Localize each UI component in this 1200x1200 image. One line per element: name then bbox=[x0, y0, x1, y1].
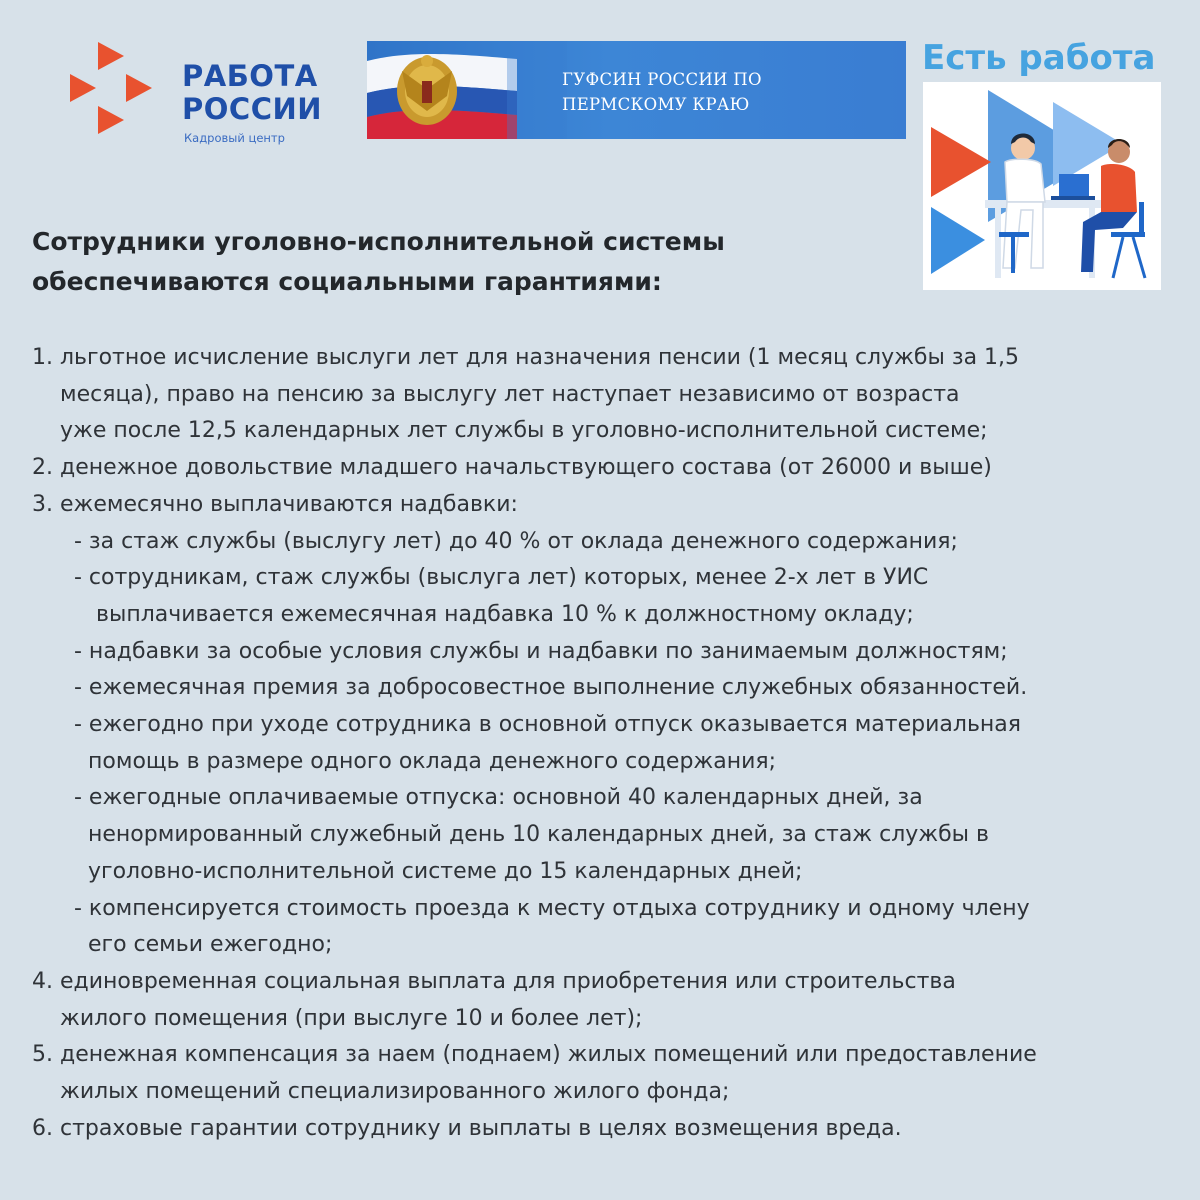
list-item: его семьи ежегодно; bbox=[88, 932, 333, 958]
list-item: 5. денежная компенсация за наем (поднаем) жилых помещений или предоставление bbox=[32, 1042, 1037, 1068]
banner-text: ГУФСИН РОССИИ ПО ПЕРМСКОМУ КРАЮ bbox=[562, 70, 762, 114]
est-rabota-title: Есть работа bbox=[922, 38, 1156, 78]
list-item: - за стаж службы (выслугу лет) до 40 % от оклада денежного содержания; bbox=[74, 528, 958, 554]
list-item: уже после 12,5 календарных лет службы в уголовно-исполнительной системе; bbox=[60, 418, 988, 444]
gufsin-banner bbox=[367, 41, 906, 139]
list-item: помощь в размере одного оклада денежного содержания; bbox=[88, 748, 777, 774]
logo-subtitle: Кадровый центр bbox=[184, 131, 285, 145]
guarantees-list bbox=[32, 340, 1172, 1147]
heading-line: Сотрудники уголовно-исполнительной системы bbox=[32, 227, 725, 256]
page-heading bbox=[32, 222, 892, 302]
list-item: - сотрудникам, стаж службы (выслуга лет) которых, менее 2-х лет в УИС bbox=[74, 565, 929, 591]
list-item: месяца), право на пенсию за выслугу лет наступает независимо от возраста bbox=[60, 381, 960, 407]
list-item: жилого помещения (при выслуге 10 и более лет); bbox=[60, 1005, 643, 1031]
list-item: уголовно-исполнительной системе до 15 календарных дней; bbox=[88, 858, 803, 884]
list-item: 6. страховые гарантии сотруднику и выплаты в целях возмещения вреда. bbox=[32, 1115, 902, 1141]
list-item: - ежегодно при уходе сотрудника в основной отпуск оказывается материальная bbox=[74, 712, 1022, 738]
list-item: - компенсируется стоимость проезда к месту отдыха сотруднику и одному члену bbox=[74, 895, 1030, 921]
list-item: 2. денежное довольствие младшего начальствующего состава (от 26000 и выше) bbox=[32, 455, 992, 481]
list-item: выплачивается ежемесячная надбавка 10 % к должностному окладу; bbox=[96, 601, 914, 627]
list-item: жилых помещений специализированного жилого фонда; bbox=[60, 1079, 730, 1105]
list-item: 3. ежемесячно выплачиваются надбавки: bbox=[32, 491, 518, 517]
list-item: - ежемесячная премия за добросовестное выполнение служебных обязанностей. bbox=[74, 675, 1028, 701]
list-item: 4. единовременная социальная выплата для приобретения или строительства bbox=[32, 968, 956, 994]
heading-line: обеспечиваются социальными гарантиями: bbox=[32, 267, 662, 296]
logo-title: РАБОТА РОССИИ bbox=[182, 59, 323, 126]
list-item: - ежегодные оплачиваемые отпуска: основной 40 календарных дней, за bbox=[74, 785, 923, 811]
rabota-rossii-logo bbox=[68, 40, 368, 150]
logo-arrows-icon bbox=[68, 40, 168, 145]
interview-illustration bbox=[923, 82, 1161, 290]
list-item: - надбавки за особые условия службы и надбавки по занимаемым должностям; bbox=[74, 638, 1008, 664]
list-item: 1. льготное исчисление выслуги лет для назначения пенсии (1 месяц службы за 1,5 bbox=[32, 345, 1020, 370]
list-item: ненормированный служебный день 10 календарных дней, за стаж службы в bbox=[88, 822, 990, 848]
interview-icon bbox=[923, 82, 1161, 290]
